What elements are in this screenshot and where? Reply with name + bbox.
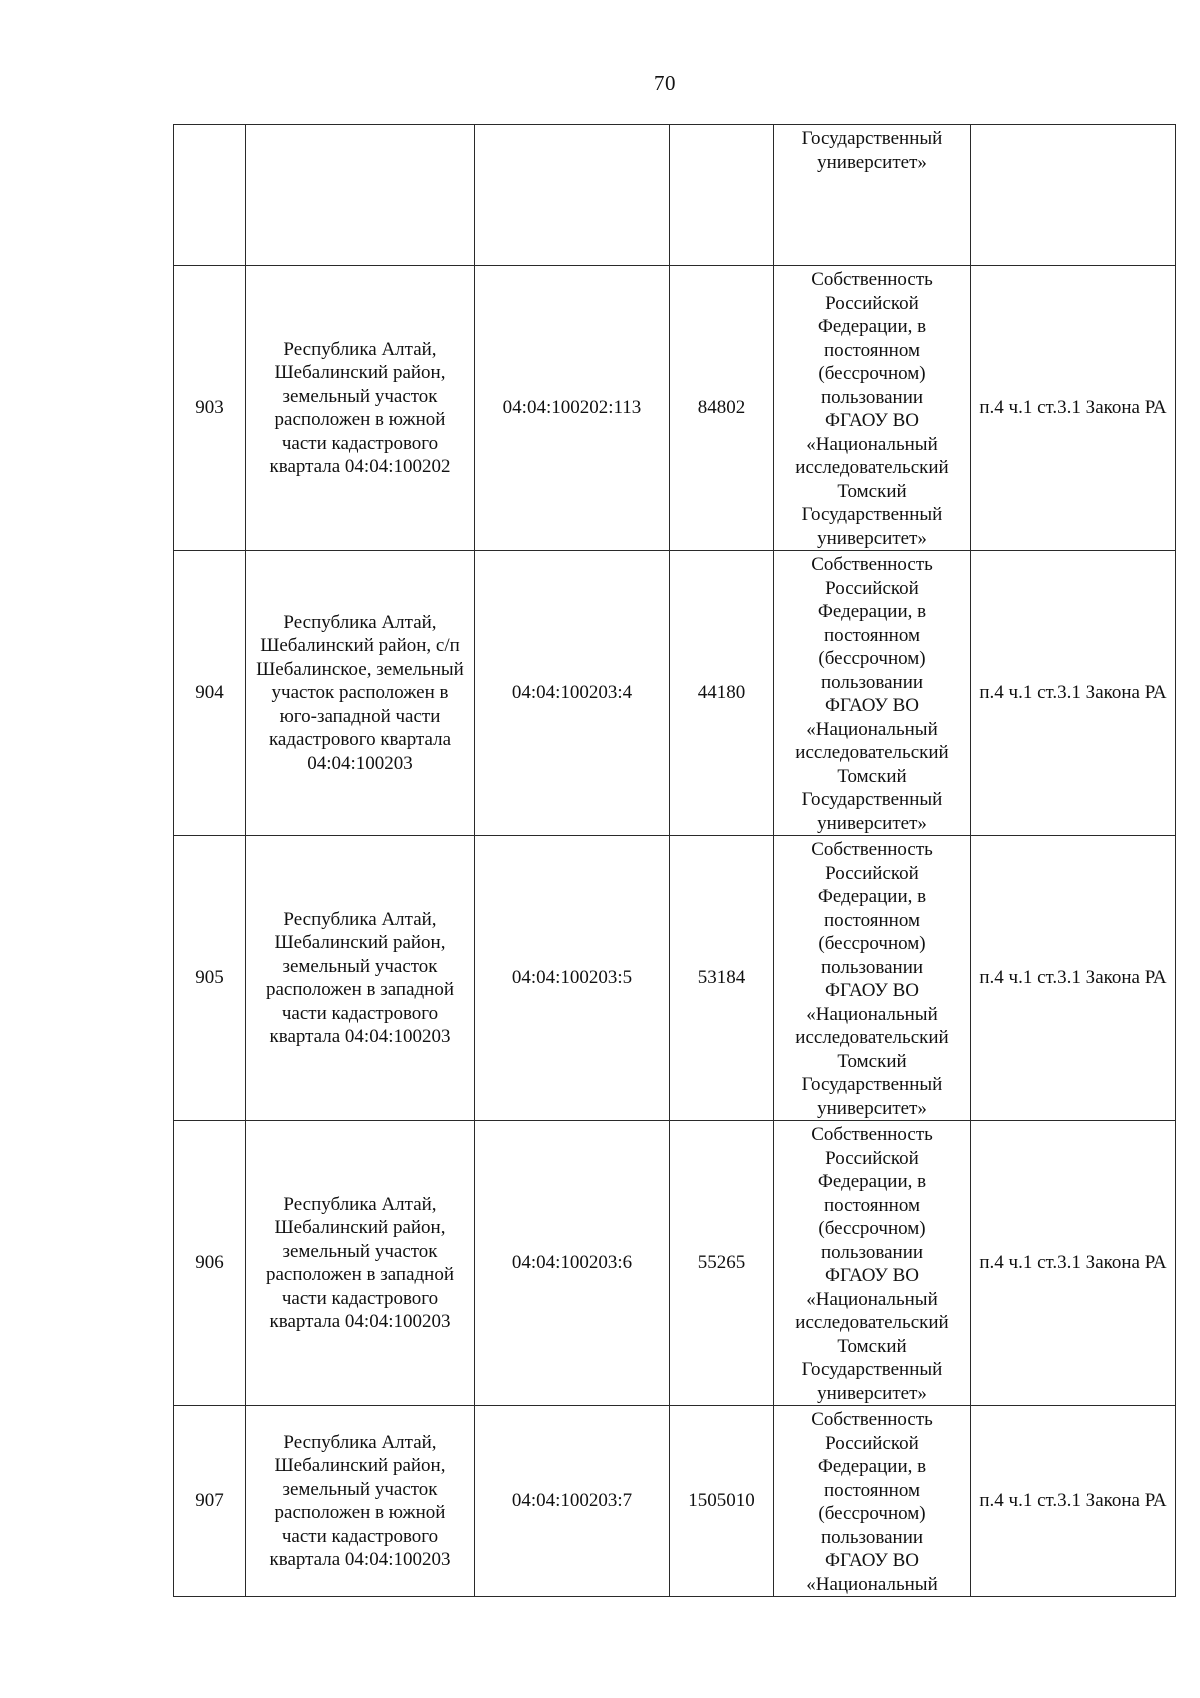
right-holder-line: Российской xyxy=(825,1432,919,1454)
right-holder-line: (бессрочном) xyxy=(818,363,926,384)
right-holder-line: Собственность xyxy=(811,839,933,860)
table-row xyxy=(174,266,1176,551)
right-holder-line: Государственный xyxy=(801,1074,943,1095)
right-holder-line: исследовательский xyxy=(795,742,949,763)
right-holder-line: (бессрочном) xyxy=(818,933,926,954)
land-plots-table xyxy=(173,124,1176,1597)
cell-area xyxy=(670,125,774,266)
right-holder-line: Федерации, в xyxy=(817,1171,927,1192)
right-holder-line: университет» xyxy=(817,151,927,173)
cell-right-holder xyxy=(774,1406,971,1597)
table-row xyxy=(174,1406,1176,1597)
table-row-continuation xyxy=(174,125,1176,266)
cell-right-holder xyxy=(774,266,971,551)
right-holder-line: Томский xyxy=(837,1050,907,1072)
right-holder-line: (бессрочном) xyxy=(818,1218,926,1239)
right-holder-line: «Национальный xyxy=(806,1573,938,1595)
right-holder-line: «Национальный xyxy=(806,433,938,455)
right-holder-line: пользовании xyxy=(820,671,924,693)
right-holder-line: постоянном xyxy=(823,909,920,931)
cell-cadastral-number: 04:04:100203:7 xyxy=(475,1406,670,1597)
right-holder-line: Государственный xyxy=(801,128,943,149)
right-holder-line: «Национальный xyxy=(806,718,938,740)
right-holder-line: пользовании xyxy=(820,1241,924,1263)
page-number: 70 xyxy=(654,71,676,95)
cell-number: 906 xyxy=(174,1121,246,1406)
right-holder-line: ФГАОУ ВО xyxy=(825,1265,919,1286)
right-holder-line: Федерации, в xyxy=(817,601,927,622)
cell-cadastral-number: 04:04:100203:6 xyxy=(475,1121,670,1406)
right-holder-line: исследовательский xyxy=(795,1027,949,1048)
cell-number: 905 xyxy=(174,836,246,1121)
cell-area: 1505010 xyxy=(670,1406,774,1597)
right-holder-line: Собственность xyxy=(811,269,933,290)
right-holder-line: Российской xyxy=(825,1147,919,1169)
cell-legal-basis: п.4 ч.1 ст.3.1 Закона РА xyxy=(971,1406,1176,1597)
cell-number xyxy=(174,125,246,266)
right-holder-line: Государственный xyxy=(801,1359,943,1380)
cell-area: 44180 xyxy=(670,551,774,836)
cell-legal-basis xyxy=(971,125,1176,266)
right-holder-line: (бессрочном) xyxy=(818,648,926,669)
right-holder-line: исследовательский xyxy=(795,457,949,478)
table-row xyxy=(174,836,1176,1121)
cell-legal-basis: п.4 ч.1 ст.3.1 Закона РА xyxy=(971,1121,1176,1406)
right-holder-line: пользовании xyxy=(820,1526,924,1548)
cell-address: Республика Алтай, Шебалинский район, с/п Шебалинское, земельный участок расположен в юго-западной части кадастрового квартала 04:04:100203 xyxy=(246,551,475,836)
cell-number: 903 xyxy=(174,266,246,551)
right-holder-line: Государственный xyxy=(801,504,943,525)
right-holder-line: Российской xyxy=(825,862,919,884)
right-holder-line: постоянном xyxy=(823,339,920,361)
cell-right-holder xyxy=(774,836,971,1121)
cell-address xyxy=(246,125,475,266)
right-holder-line: Собственность xyxy=(811,554,933,575)
right-holder-line: ФГАОУ ВО xyxy=(825,695,919,716)
right-holder-line: Томский xyxy=(837,480,907,502)
right-holder-line: Российской xyxy=(825,292,919,314)
right-holder-line: Федерации, в xyxy=(817,886,927,907)
right-holder-line: Собственность xyxy=(811,1409,933,1430)
right-holder-line: постоянном xyxy=(823,1479,920,1501)
cell-cadastral-number: 04:04:100203:4 xyxy=(475,551,670,836)
cell-number: 907 xyxy=(174,1406,246,1597)
cell-right-holder xyxy=(774,1121,971,1406)
cell-legal-basis: п.4 ч.1 ст.3.1 Закона РА xyxy=(971,836,1176,1121)
right-holder-line: ФГАОУ ВО xyxy=(825,980,919,1001)
right-holder-line: университет» xyxy=(817,1097,927,1119)
cell-cadastral-number: 04:04:100202:113 xyxy=(475,266,670,551)
right-holder-line: ФГАОУ ВО xyxy=(825,410,919,431)
right-holder-line: (бессрочном) xyxy=(818,1503,926,1524)
cell-legal-basis: п.4 ч.1 ст.3.1 Закона РА xyxy=(971,551,1176,836)
right-holder-line: ФГАОУ ВО xyxy=(825,1550,919,1571)
cell-number: 904 xyxy=(174,551,246,836)
table-row xyxy=(174,551,1176,836)
right-holder-line: Государственный xyxy=(801,789,943,810)
cell-right-holder xyxy=(774,551,971,836)
right-holder-line: университет» xyxy=(817,1382,927,1404)
right-holder-line: университет» xyxy=(817,812,927,834)
cell-right-holder xyxy=(774,125,971,266)
cell-area: 84802 xyxy=(670,266,774,551)
right-holder-line: Федерации, в xyxy=(817,1456,927,1477)
right-holder-line: университет» xyxy=(817,527,927,549)
cell-address: Республика Алтай, Шебалинский район, земельный участок расположен в западной части кадастрового квартала 04:04:100203 xyxy=(246,1121,475,1406)
cell-cadastral-number: 04:04:100203:5 xyxy=(475,836,670,1121)
right-holder-line: «Национальный xyxy=(806,1288,938,1310)
right-holder-line: пользовании xyxy=(820,956,924,978)
right-holder-line: Собственность xyxy=(811,1124,933,1145)
right-holder-line: постоянном xyxy=(823,1194,920,1216)
right-holder-line: исследовательский xyxy=(795,1312,949,1333)
right-holder-line: «Национальный xyxy=(806,1003,938,1025)
right-holder-line: Томский xyxy=(837,1335,907,1357)
right-holder-line: пользовании xyxy=(820,386,924,408)
cell-cadastral-number xyxy=(475,125,670,266)
right-holder-line: Федерации, в xyxy=(817,316,927,337)
right-holder-line: постоянном xyxy=(823,624,920,646)
cell-address: Республика Алтай, Шебалинский район, земельный участок расположен в западной части кадастрового квартала 04:04:100203 xyxy=(246,836,475,1121)
cell-area: 55265 xyxy=(670,1121,774,1406)
right-holder-line: Томский xyxy=(837,765,907,787)
cell-address: Республика Алтай, Шебалинский район, земельный участок расположен в южной части кадастрового квартала 04:04:100203 xyxy=(246,1406,475,1597)
cell-area: 53184 xyxy=(670,836,774,1121)
table-row xyxy=(174,1121,1176,1406)
right-holder-line: Российской xyxy=(825,577,919,599)
cell-address: Республика Алтай, Шебалинский район, земельный участок расположен в южной части кадастрового квартала 04:04:100202 xyxy=(246,266,475,551)
cell-legal-basis: п.4 ч.1 ст.3.1 Закона РА xyxy=(971,266,1176,551)
